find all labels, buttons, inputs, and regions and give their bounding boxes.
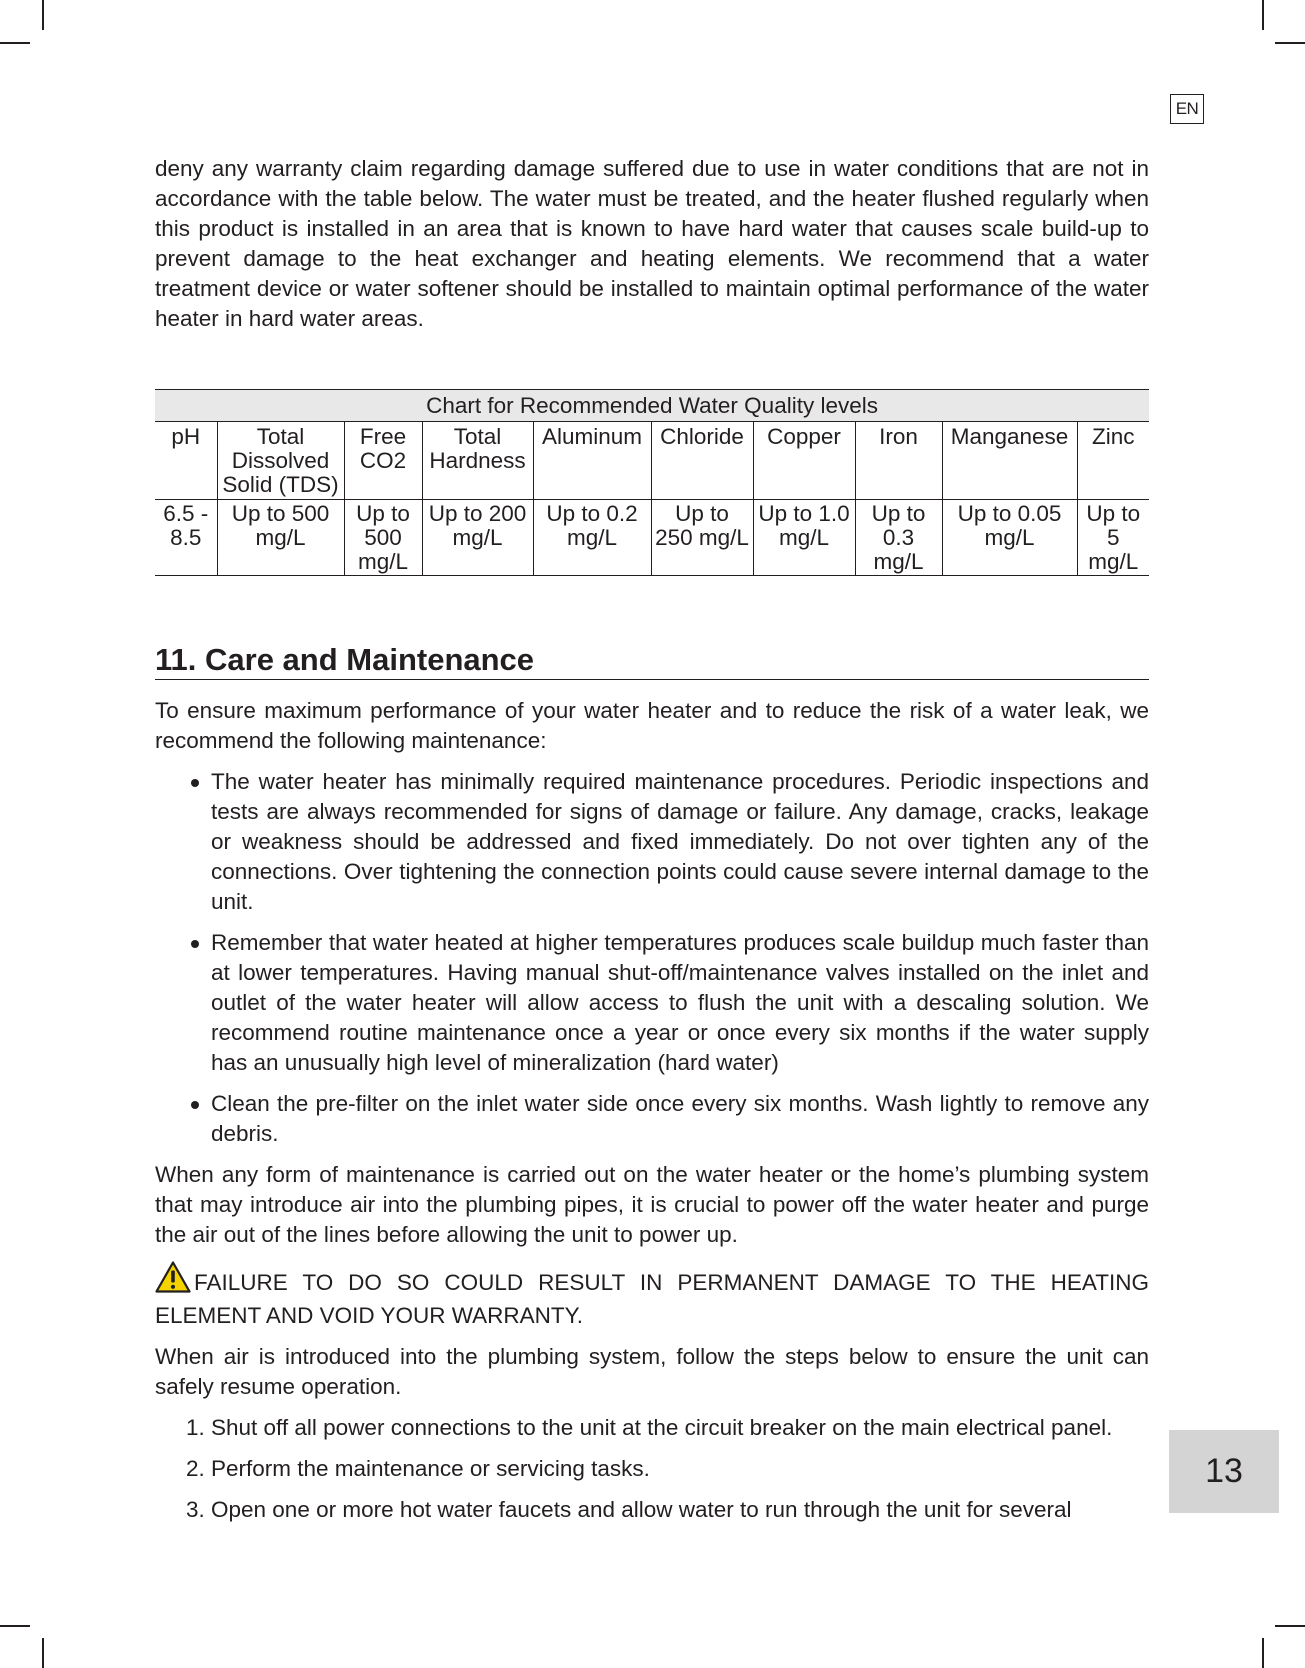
steps-intro: When air is introduced into the plumbing system, follow the steps below to ensure the unit can safely resume operation. (155, 1344, 1149, 1399)
table-header-row (155, 422, 1149, 500)
crop-mark (42, 0, 44, 30)
value-cell: Up to 500 mg/L (217, 500, 344, 576)
header-cell: Copper (753, 422, 855, 500)
header-cell: Zinc (1077, 422, 1149, 500)
table-title: Chart for Recommended Water Quality levels (155, 390, 1149, 422)
header-cell: Aluminum (533, 422, 651, 500)
step-text: Open one or more hot water faucets and allow water to run through the unit for several (211, 1497, 1072, 1522)
value-cell: Up to 0.3 mg/L (855, 500, 942, 576)
section-intro: To ensure maximum performance of your water heater and to reduce the risk of a water leak, we recommend the following maintenance: (155, 698, 1149, 753)
header-cell: Iron (855, 422, 942, 500)
section-heading: 11. Care and Maintenance (155, 642, 1149, 680)
page-number: 13 (1169, 1430, 1279, 1513)
value-cell: Up to 5 mg/L (1077, 500, 1149, 576)
table-values-row (155, 500, 1149, 576)
air-paragraph: When any form of maintenance is carried out on the water heater or the home’s plumbing system that may introduce air into the plumbing pipes, it is crucial to power off the water heater and purge the air out of the lines before allowing the unit to power up. (155, 1162, 1149, 1247)
step-text: Shut off all power connections to the unit at the circuit breaker on the main electrical panel. (211, 1415, 1113, 1440)
intro-paragraph: deny any warranty claim regarding damage suffered due to use in water conditions that are not in accordance with the table below. The water must be treated, and the heater flushed regularly when this product is installed in an area that is known to have hard water that causes scale build-up to prevent damage to the heat exchanger and heating elements. We recommend that a water treatment device or water softener should be installed to maintain optimal performance of the water heater in hard water areas. (155, 156, 1149, 331)
list-item (186, 1413, 1149, 1443)
value-cell: Up to 500 mg/L (344, 500, 422, 576)
step-number: 3. (186, 1497, 205, 1522)
crop-mark (42, 1638, 44, 1668)
list-item: Clean the pre-filter on the inlet water side once every six months. Wash lightly to remove any debris. (211, 1089, 1149, 1149)
water-quality-table (155, 389, 1149, 576)
header-cell: pH (155, 422, 217, 500)
page-content (155, 154, 1149, 1536)
header-cell: Free CO2 (344, 422, 422, 500)
value-cell: Up to 0.2 mg/L (533, 500, 651, 576)
header-cell: Chloride (651, 422, 753, 500)
warning-paragraph (155, 1261, 1149, 1331)
step-number: 2. (186, 1456, 205, 1481)
header-cell: Total Hardness (422, 422, 533, 500)
step-number: 1. (186, 1415, 205, 1440)
steps-list (155, 1413, 1149, 1525)
crop-mark (1275, 42, 1305, 44)
value-cell: Up to 0.05 mg/L (942, 500, 1077, 576)
crop-mark (1275, 1625, 1305, 1627)
maintenance-list (155, 767, 1149, 1149)
list-item: The water heater has minimally required maintenance procedures. Periodic inspections and tests are always recommended for signs of damage or failure. Any damage, cracks, leakage or weakness should be addressed and fixed immediately. Do not over tighten any of the connections. Over tightening the connection points could cause severe internal damage to the unit. (211, 767, 1149, 917)
crop-mark (1262, 1638, 1264, 1668)
crop-mark (0, 1625, 30, 1627)
header-cell: Manganese (942, 422, 1077, 500)
list-item (186, 1495, 1149, 1525)
value-cell: 6.5 - 8.5 (155, 500, 217, 576)
value-cell: Up to 1.0 mg/L (753, 500, 855, 576)
list-item (186, 1454, 1149, 1484)
header-cell: Total Dissolved Solid (TDS) (217, 422, 344, 500)
warning-text: FAILURE TO DO SO COULD RESULT IN PERMANENT DAMAGE TO THE HEATING ELEMENT AND VOID YOUR WARRANTY. (155, 1270, 1149, 1328)
crop-mark (0, 42, 30, 44)
crop-mark (1262, 0, 1264, 30)
value-cell: Up to 200 mg/L (422, 500, 533, 576)
list-item: Remember that water heated at higher temperatures produces scale buildup much faster than at lower temperatures. Having manual shut-off/maintenance valves installed on the inlet and outlet of the water heater will allow access to flush the unit with a descaling solution. We recommend routine maintenance once a year or once every six months if the water supply has an unusually high level of mineralization (hard water) (211, 928, 1149, 1078)
language-badge: EN (1170, 94, 1204, 124)
value-cell: Up to 250 mg/L (651, 500, 753, 576)
step-text: Perform the maintenance or servicing tasks. (211, 1456, 650, 1481)
warning-triangle-icon (155, 1261, 191, 1301)
